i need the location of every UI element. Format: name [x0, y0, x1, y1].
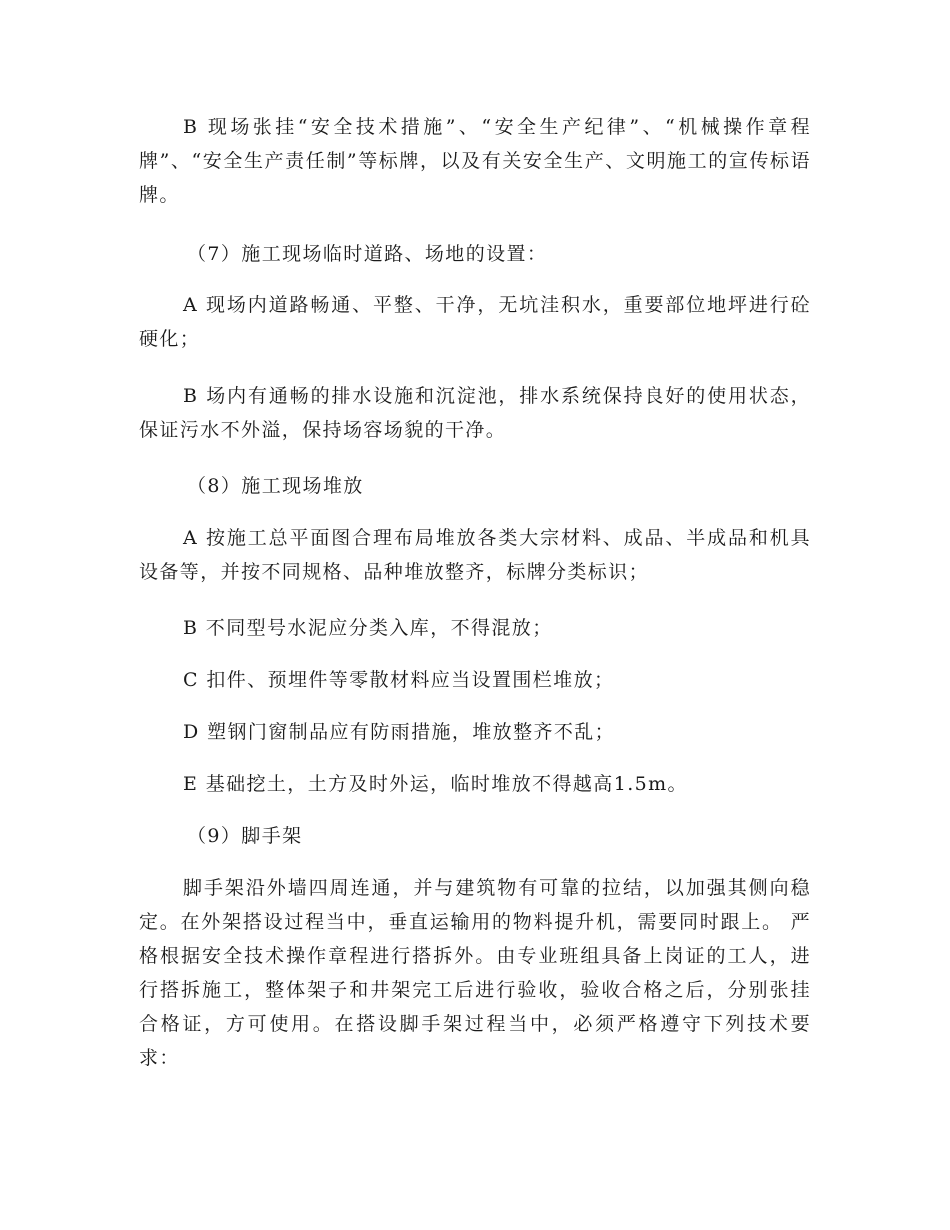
heading-temporary-roads: （7）施工现场临时道路、场地的设置：: [187, 243, 548, 265]
heading-scaffolding: （9）脚手架: [187, 825, 303, 847]
paragraph-storage-a: A 按施工总平面图合理布局堆放各类大宗材料、成品、半成品和机具设备等，并按不同规格、品种堆放整齐，标牌分类标识；: [139, 527, 811, 583]
paragraph-storage-c: C 扣件、预埋件等零散材料应当设置围栏堆放；: [183, 669, 615, 691]
paragraph-storage-d: D 塑钢门窗制品应有防雨措施，堆放整齐不乱；: [183, 721, 616, 743]
paragraph-scaffolding: 脚手架沿外墙四周连通，并与建筑物有可靠的拉结，以加强其侧向稳定。在外架搭设过程当中，垂直运输用的物料提升机，需要同时跟上。 严格根据安全技术操作章程进行搭拆外。由专业班组具备上岗证的工人，进行搭拆施工，整体架子和井架完工后进行验收，验收合格之后，分别张挂合格证，方可使用。在搭设脚手架过程当中，必须严格遵守下列技术要求：: [139, 877, 811, 1069]
paragraph-roads-a: A 现场内道路畅通、平整、干净，无坑洼积水，重要部位地坪进行砼硬化；: [139, 294, 811, 350]
paragraph-storage-b: B 不同型号水泥应分类入库，不得混放；: [183, 617, 553, 639]
paragraph-roads-b: B 场内有通畅的排水设施和沉淀池，排水系统保持良好的使用状态，保证污水不外溢，保持场容场貌的干净。: [139, 385, 811, 441]
heading-site-storage: （8）施工现场堆放: [187, 475, 364, 497]
paragraph-storage-e: E 基础挖土，土方及时外运，临时堆放不得越高1.5m。: [183, 773, 688, 795]
paragraph-signage: B 现场张挂“安全技术措施”、“安全生产纪律”、“机械操作章程牌”、“安全生产责任制”等标牌，以及有关安全生产、文明施工的宣传标语牌。: [139, 116, 811, 206]
